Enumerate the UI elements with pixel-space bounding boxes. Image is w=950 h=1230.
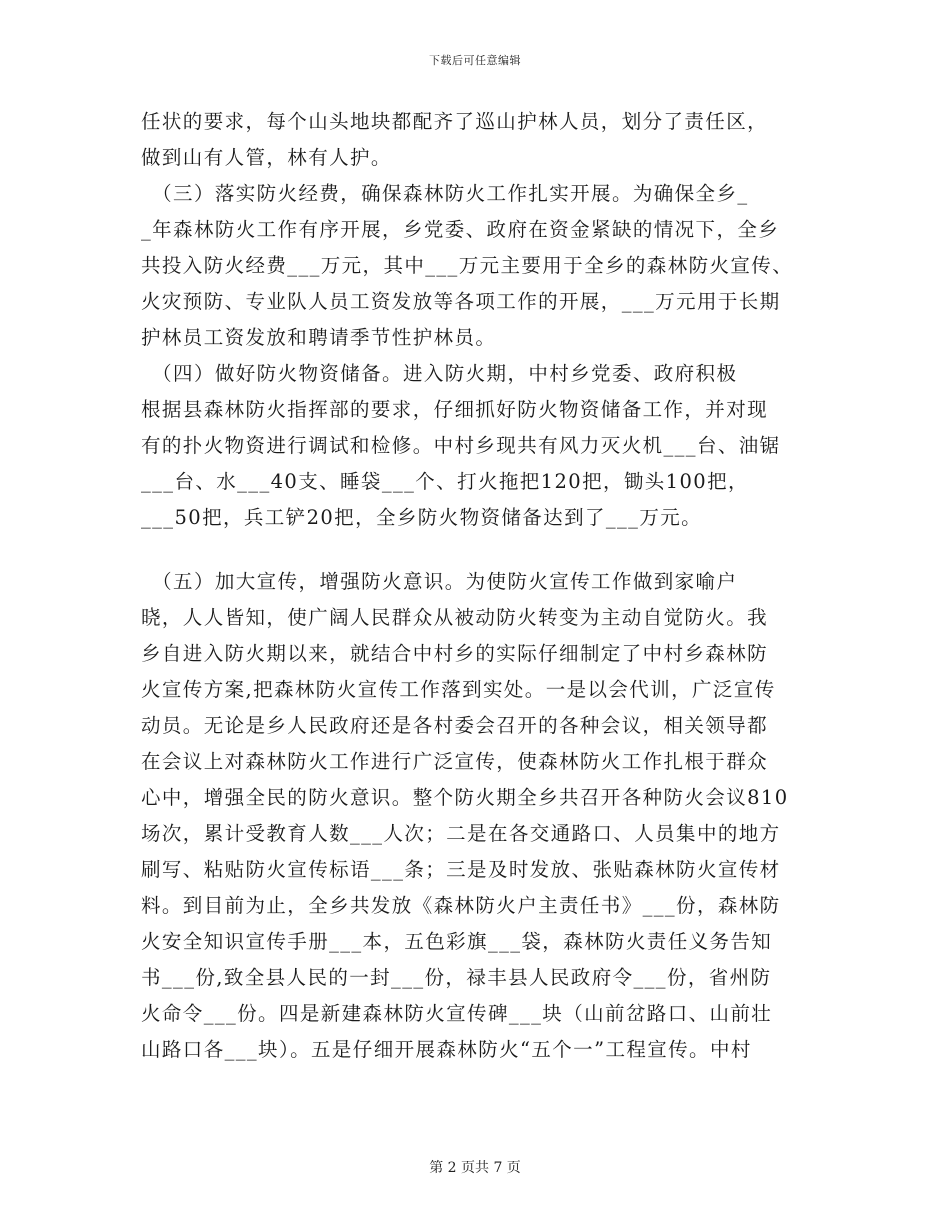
text-line: （三）落实防火经费，确保森林防火工作扎实开展。为确保全乡_ [141,182,749,205]
text-line: 火宣传方案,把森林防火宣传工作落到实处。一是以会代训，广泛宣传 [141,678,776,701]
text-line: 动员。无论是乡人民政府还是各村委会召开的各种会议，相关领导都 [141,714,769,737]
text-line: 场次，累计受教育人数___人次；二是在各交通路口、人员集中的地方 [141,822,781,845]
text-line: 有的扑火物资进行调试和检修。中村乡现共有风力灭火机___台、油锯 [141,434,781,457]
text-line: 刷写、粘贴防火宣传标语___条；三是及时发放、张贴森林防火宣传材 [141,858,781,881]
text-line: 做到山有人管，林有人护。 [141,146,392,169]
page-number: 第 2 页共 7 页 [429,1160,521,1176]
paragraph [141,176,813,356]
paragraph [141,104,813,176]
text-line: 火安全知识宣传手册___本，五色彩旗___袋，森林防火责任义务告知 [141,930,773,953]
paragraph [141,356,813,536]
text-line: 晓，人人皆知，使广阔人民群众从被动防火转变为主动自觉防火。我 [141,606,769,629]
text-line: 心中，增强全民的防火意识。整个防火期全乡共召开各种防火会议810 [141,786,789,809]
paragraph-gap [141,536,813,564]
text-line: 料。到目前为止，全乡共发放《森林防火户主责任书》___份，森林防 [141,894,781,917]
text-line: 任状的要求，每个山头地块都配齐了巡山护林人员，划分了责任区， [141,110,769,133]
document-body [141,104,813,1068]
text-line: 共投入防火经费___万元，其中___万元主要用于全乡的森林防火宣传、 [141,254,794,277]
text-line: （四）做好防火物资储备。进入防火期，中村乡党委、政府积极 [141,362,738,385]
text-line: ___50把，兵工铲20把，全乡防火物资储备达到了___万元。 [141,506,703,529]
text-line: 火灾预防、专业队人员工资发放等各项工作的开展，___万元用于长期 [141,290,781,313]
text-line: 火命令___份。四是新建森林防火宣传碑___块（山前岔路口、山前壮 [141,1002,773,1025]
paragraph [141,564,813,1068]
text-line: 乡自进入防火期以来，就结合中村乡的实际仔细制定了中村乡森林防 [141,642,769,665]
page-header: 下载后可任意编辑 [429,54,521,67]
text-line: 在会议上对森林防火工作进行广泛宣传，使森林防火工作扎根于群众 [141,750,769,773]
text-line: _年森林防火工作有序开展，乡党委、政府在资金紧缺的情况下，全乡 [141,218,780,241]
text-line: 根据县森林防火指挥部的要求，仔细抓好防火物资储备工作，并对现 [141,398,769,421]
text-line: ___台、水___40支、睡袋___个、打火拖把120把，锄头100把， [141,470,749,493]
text-line: 书___份,致全县人民的一封___份，禄丰县人民政府令___份，省州防 [141,966,772,989]
text-line: 山路口各___块）。五是仔细开展森林防火“五个一”工程宣传。中村 [141,1038,752,1061]
text-line: 护林员工资发放和聘请季节性护林员。 [141,326,497,349]
text-line: （五）加大宣传，增强防火意识。为使防火宣传工作做到家喻户 [141,570,738,593]
